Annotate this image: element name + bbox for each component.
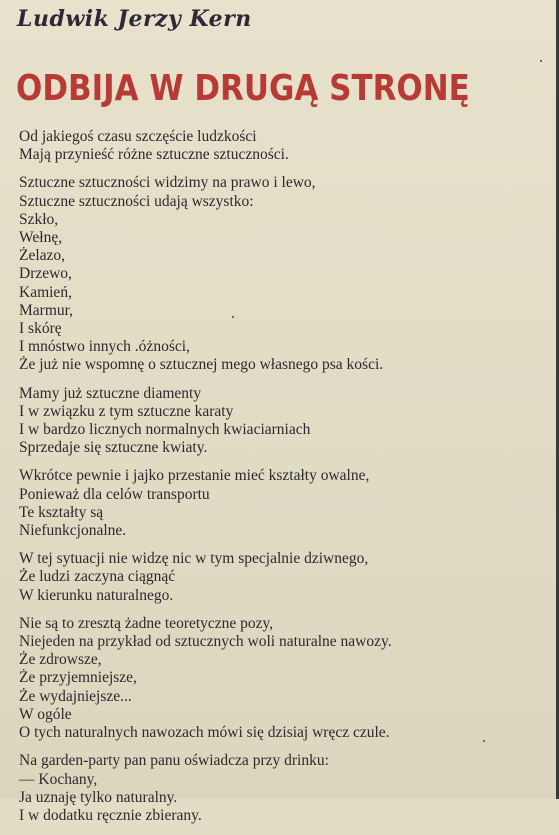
poem-line: Niejeden na przykład od sztucznych woli naturalne nawozy. xyxy=(19,633,392,651)
poem-line: Niefunkcjonalne. xyxy=(19,522,127,540)
poem-line: Żelazo, xyxy=(19,247,66,265)
poem-line: I w dodatku ręcznie zbierany. xyxy=(19,806,202,824)
poem-line: Że ludzi zaczyna ciągnąć xyxy=(19,568,176,586)
print-speck xyxy=(540,60,542,62)
author-name: Ludwik Jerzy Kern xyxy=(17,6,252,32)
stanza xyxy=(19,467,554,540)
stanza xyxy=(19,615,554,742)
poem-line: I mnóstwo innych .óżności, xyxy=(19,338,190,356)
poem-line: I w bardzo licznych normalnych kwiaciarniach xyxy=(19,421,311,439)
poem-line: Sztuczne sztuczności udają wszystko: xyxy=(19,192,254,210)
stanza xyxy=(19,550,554,605)
poem-line: I w związku z tym sztuczne karaty xyxy=(19,402,234,420)
poem-line: W kierunku naturalnego. xyxy=(19,586,174,604)
stanza xyxy=(19,128,554,164)
poem-line: I skórę xyxy=(19,320,62,338)
poem-title: ODBIJA W DRUGĄ STRONĘ xyxy=(16,68,470,109)
poem-line: Że wydajniejsze... xyxy=(19,687,132,705)
stanza xyxy=(19,174,554,374)
poem-line: — Kochany, xyxy=(19,770,98,788)
poem-line: Wkrótce pewnie i jajko przestanie mieć kształty owalne, xyxy=(19,467,370,485)
poem-line: Wełnę, xyxy=(19,229,63,247)
poem-line: Szkło, xyxy=(19,210,59,228)
print-speck xyxy=(232,316,234,318)
poem-line: Na garden-party pan panu oświadcza przy drinku: xyxy=(19,752,329,770)
poem-line: Że zdrowsze, xyxy=(19,651,102,669)
poem-body xyxy=(19,128,554,835)
poem-line: Drzewo, xyxy=(19,265,72,283)
poem-line: Te kształty są xyxy=(19,503,104,521)
poem-line: Kamień, xyxy=(19,283,72,301)
stanza xyxy=(19,385,554,458)
print-speck xyxy=(483,740,485,742)
poem-line: Marmur, xyxy=(19,301,74,319)
poem-line: Sprzedaje się sztuczne kwiaty. xyxy=(19,439,208,457)
poem-line: O tych naturalnych nawozach mówi się dzisiaj wręcz czule. xyxy=(19,724,390,742)
poem-line: Mają przynieść różne sztuczne sztuczności. xyxy=(19,146,289,164)
poem-line: W ogóle xyxy=(19,705,72,723)
poem-line: Sztuczne sztuczności widzimy na prawo i lewo, xyxy=(19,174,316,192)
poem-line: Ja uznaję tylko naturalny. xyxy=(19,788,178,806)
poem-line: Nie są to zresztą żadne teoretyczne pozy, xyxy=(19,614,274,632)
poem-line: Ponieważ dla celów transportu xyxy=(19,485,210,503)
poem-line: Że przyjemniejsze, xyxy=(19,669,137,687)
stanza xyxy=(19,752,554,825)
poem-line: Mamy już sztuczne diamenty xyxy=(19,384,202,402)
poem-line: W tej sytuacji nie widzę nic w tym specjalnie dziwnego, xyxy=(19,550,369,568)
poem-line: Że już nie wspomnę o sztucznej mego własnego psa kości. xyxy=(19,356,384,374)
poem-line: Od jakiegoś czasu szczęście ludzkości xyxy=(19,128,257,145)
